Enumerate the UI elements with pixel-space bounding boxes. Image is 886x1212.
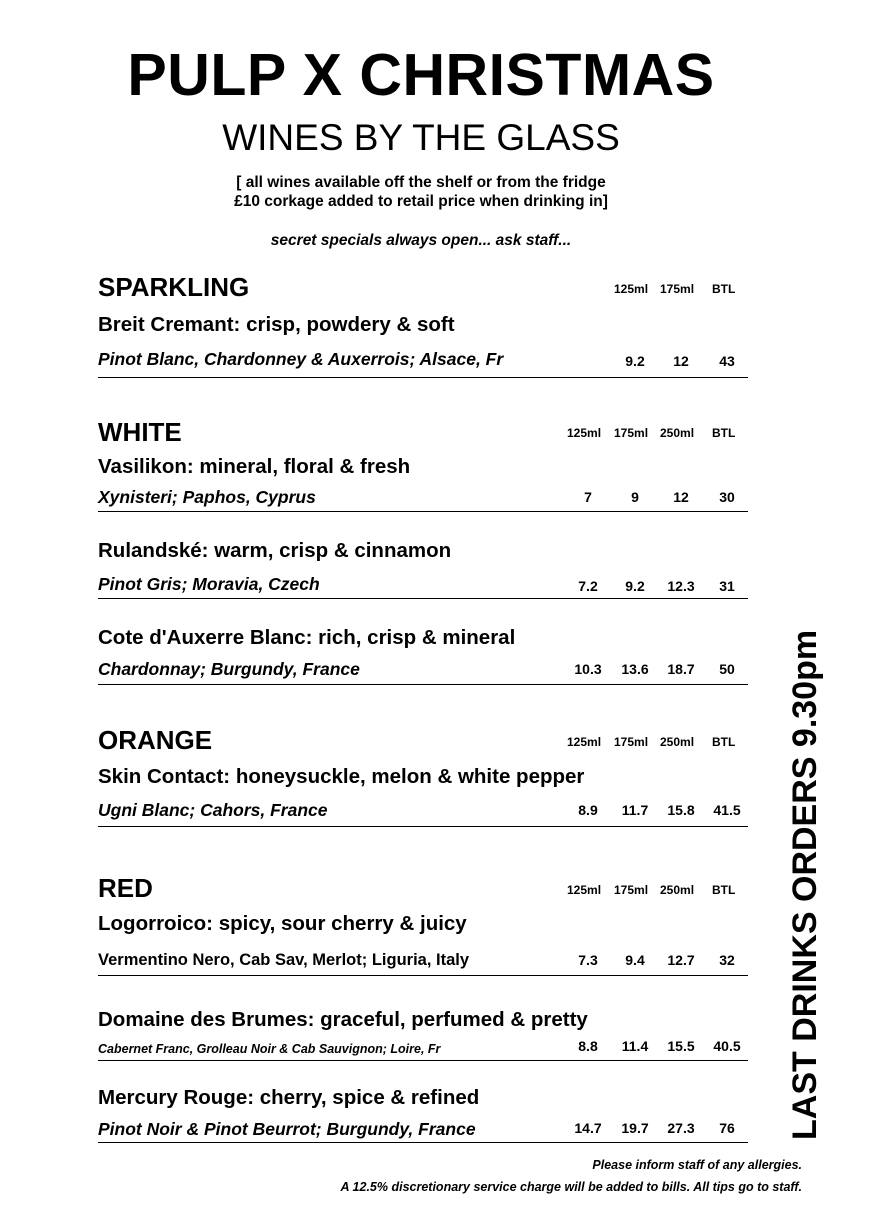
divider xyxy=(98,826,748,827)
price-175ml: 9 xyxy=(631,489,639,505)
specials-note: secret specials always open... ask staff... xyxy=(270,232,572,249)
wine-grapes: Xynisteri; Paphos, Cyprus xyxy=(98,487,316,507)
price-btl: 76 xyxy=(719,1120,735,1136)
price-btl: 30 xyxy=(719,489,735,505)
column-header: 175ml xyxy=(614,883,649,897)
wine-grapes: Pinot Noir & Pinot Beurrot; Burgundy, France xyxy=(98,1119,476,1139)
price-125ml: 14.7 xyxy=(574,1120,602,1136)
column-header: BTL xyxy=(712,735,736,749)
wine-grapes: Chardonnay; Burgundy, France xyxy=(98,659,360,679)
price-175ml: 19.7 xyxy=(621,1120,649,1136)
divider xyxy=(98,511,748,512)
wine-grapes: Ugni Blanc; Cahors, France xyxy=(98,800,328,820)
column-header: 125ml xyxy=(567,735,602,749)
price-175ml: 9.4 xyxy=(625,952,645,968)
price-250ml: 12.3 xyxy=(667,578,695,594)
service-charge-notice: A 12.5% discretionary service charge will be added to bills. All tips go to staff. xyxy=(340,1180,802,1194)
price-125ml: 7.2 xyxy=(578,578,598,594)
divider xyxy=(98,1142,748,1143)
price-125ml: 7 xyxy=(584,489,592,505)
price-btl: 32 xyxy=(719,952,735,968)
wine-name: Rulandské: warm, crisp & cinnamon xyxy=(98,539,452,562)
section-title-sparkling: SPARKLING xyxy=(98,272,250,302)
column-header: 125ml xyxy=(567,883,602,897)
availability-note xyxy=(0,173,842,211)
price-125ml: 9.2 xyxy=(625,353,645,369)
column-header: BTL xyxy=(712,282,736,296)
divider xyxy=(98,975,748,976)
price-250ml: 15.8 xyxy=(667,802,695,818)
allergy-notice: Please inform staff of any allergies. xyxy=(592,1158,802,1172)
menu-title: PULP X CHRISTMAS xyxy=(127,42,715,108)
wine-name: Domaine des Brumes: graceful, perfumed & pretty xyxy=(98,1008,588,1031)
price-250ml: 12 xyxy=(673,489,689,505)
wine-grapes: Cabernet Franc, Grolleau Noir & Cab Sauvignon; Loire, Fr xyxy=(98,1042,441,1056)
wine-grapes: Pinot Gris; Moravia, Czech xyxy=(98,574,320,594)
column-header: BTL xyxy=(712,883,736,897)
availability-note-line: [ all wines available off the shelf or from the fridge xyxy=(236,174,606,191)
wine-name: Mercury Rouge: cherry, spice & refined xyxy=(98,1086,480,1109)
price-125ml: 7.3 xyxy=(578,952,598,968)
price-250ml: 18.7 xyxy=(667,661,695,677)
price-175ml: 11.4 xyxy=(621,1038,649,1054)
price-btl: 31 xyxy=(719,578,735,594)
price-250ml: 12.7 xyxy=(667,952,695,968)
section-title-orange: ORANGE xyxy=(98,725,213,755)
price-btl: 40.5 xyxy=(713,1038,741,1054)
column-header: 250ml xyxy=(660,883,695,897)
wine-name: Vasilikon: mineral, floral & fresh xyxy=(98,455,411,478)
column-header: 250ml xyxy=(660,735,695,749)
column-header: 250ml xyxy=(660,426,695,440)
divider xyxy=(98,1060,748,1061)
price-175ml: 13.6 xyxy=(621,661,649,677)
section-title-white: WHITE xyxy=(98,417,182,447)
divider xyxy=(98,598,748,599)
section-title-red: RED xyxy=(98,873,153,903)
divider xyxy=(98,684,748,685)
price-125ml: 8.8 xyxy=(578,1038,598,1054)
price-175ml: 9.2 xyxy=(625,578,645,594)
wine-grapes: Vermentino Nero, Cab Sav, Merlot; Liguria, Italy xyxy=(98,951,470,969)
menu-subtitle: WINES BY THE GLASS xyxy=(222,117,620,158)
price-250ml: 27.3 xyxy=(667,1120,695,1136)
price-btl: 41.5 xyxy=(713,802,741,818)
wine-name: Breit Cremant: crisp, powdery & soft xyxy=(98,313,455,336)
divider xyxy=(98,377,748,378)
price-125ml: 8.9 xyxy=(578,802,598,818)
wine-name: Skin Contact: honeysuckle, melon & white pepper xyxy=(98,765,585,788)
corkage-note-line: £10 corkage added to retail price when drinking in] xyxy=(234,193,608,210)
price-175ml: 12 xyxy=(673,353,689,369)
wine-name: Logorroico: spicy, sour cherry & juicy xyxy=(98,912,467,935)
price-btl: 50 xyxy=(719,661,735,677)
last-orders-banner: LAST DRINKS ORDERS 9.30pm xyxy=(786,629,824,1140)
wine-grapes: Pinot Blanc, Chardonney & Auxerrois; Alsace, Fr xyxy=(98,349,504,369)
column-header: 175ml xyxy=(614,735,649,749)
price-250ml: 15.5 xyxy=(667,1038,695,1054)
column-header: 125ml xyxy=(614,282,649,296)
column-header: 175ml xyxy=(614,426,649,440)
column-header: 125ml xyxy=(567,426,602,440)
price-175ml: 11.7 xyxy=(621,802,649,818)
price-btl: 43 xyxy=(719,353,735,369)
column-header: 175ml xyxy=(660,282,695,296)
price-125ml: 10.3 xyxy=(574,661,602,677)
wine-name: Cote d'Auxerre Blanc: rich, crisp & mineral xyxy=(98,626,516,649)
column-header: BTL xyxy=(712,426,736,440)
